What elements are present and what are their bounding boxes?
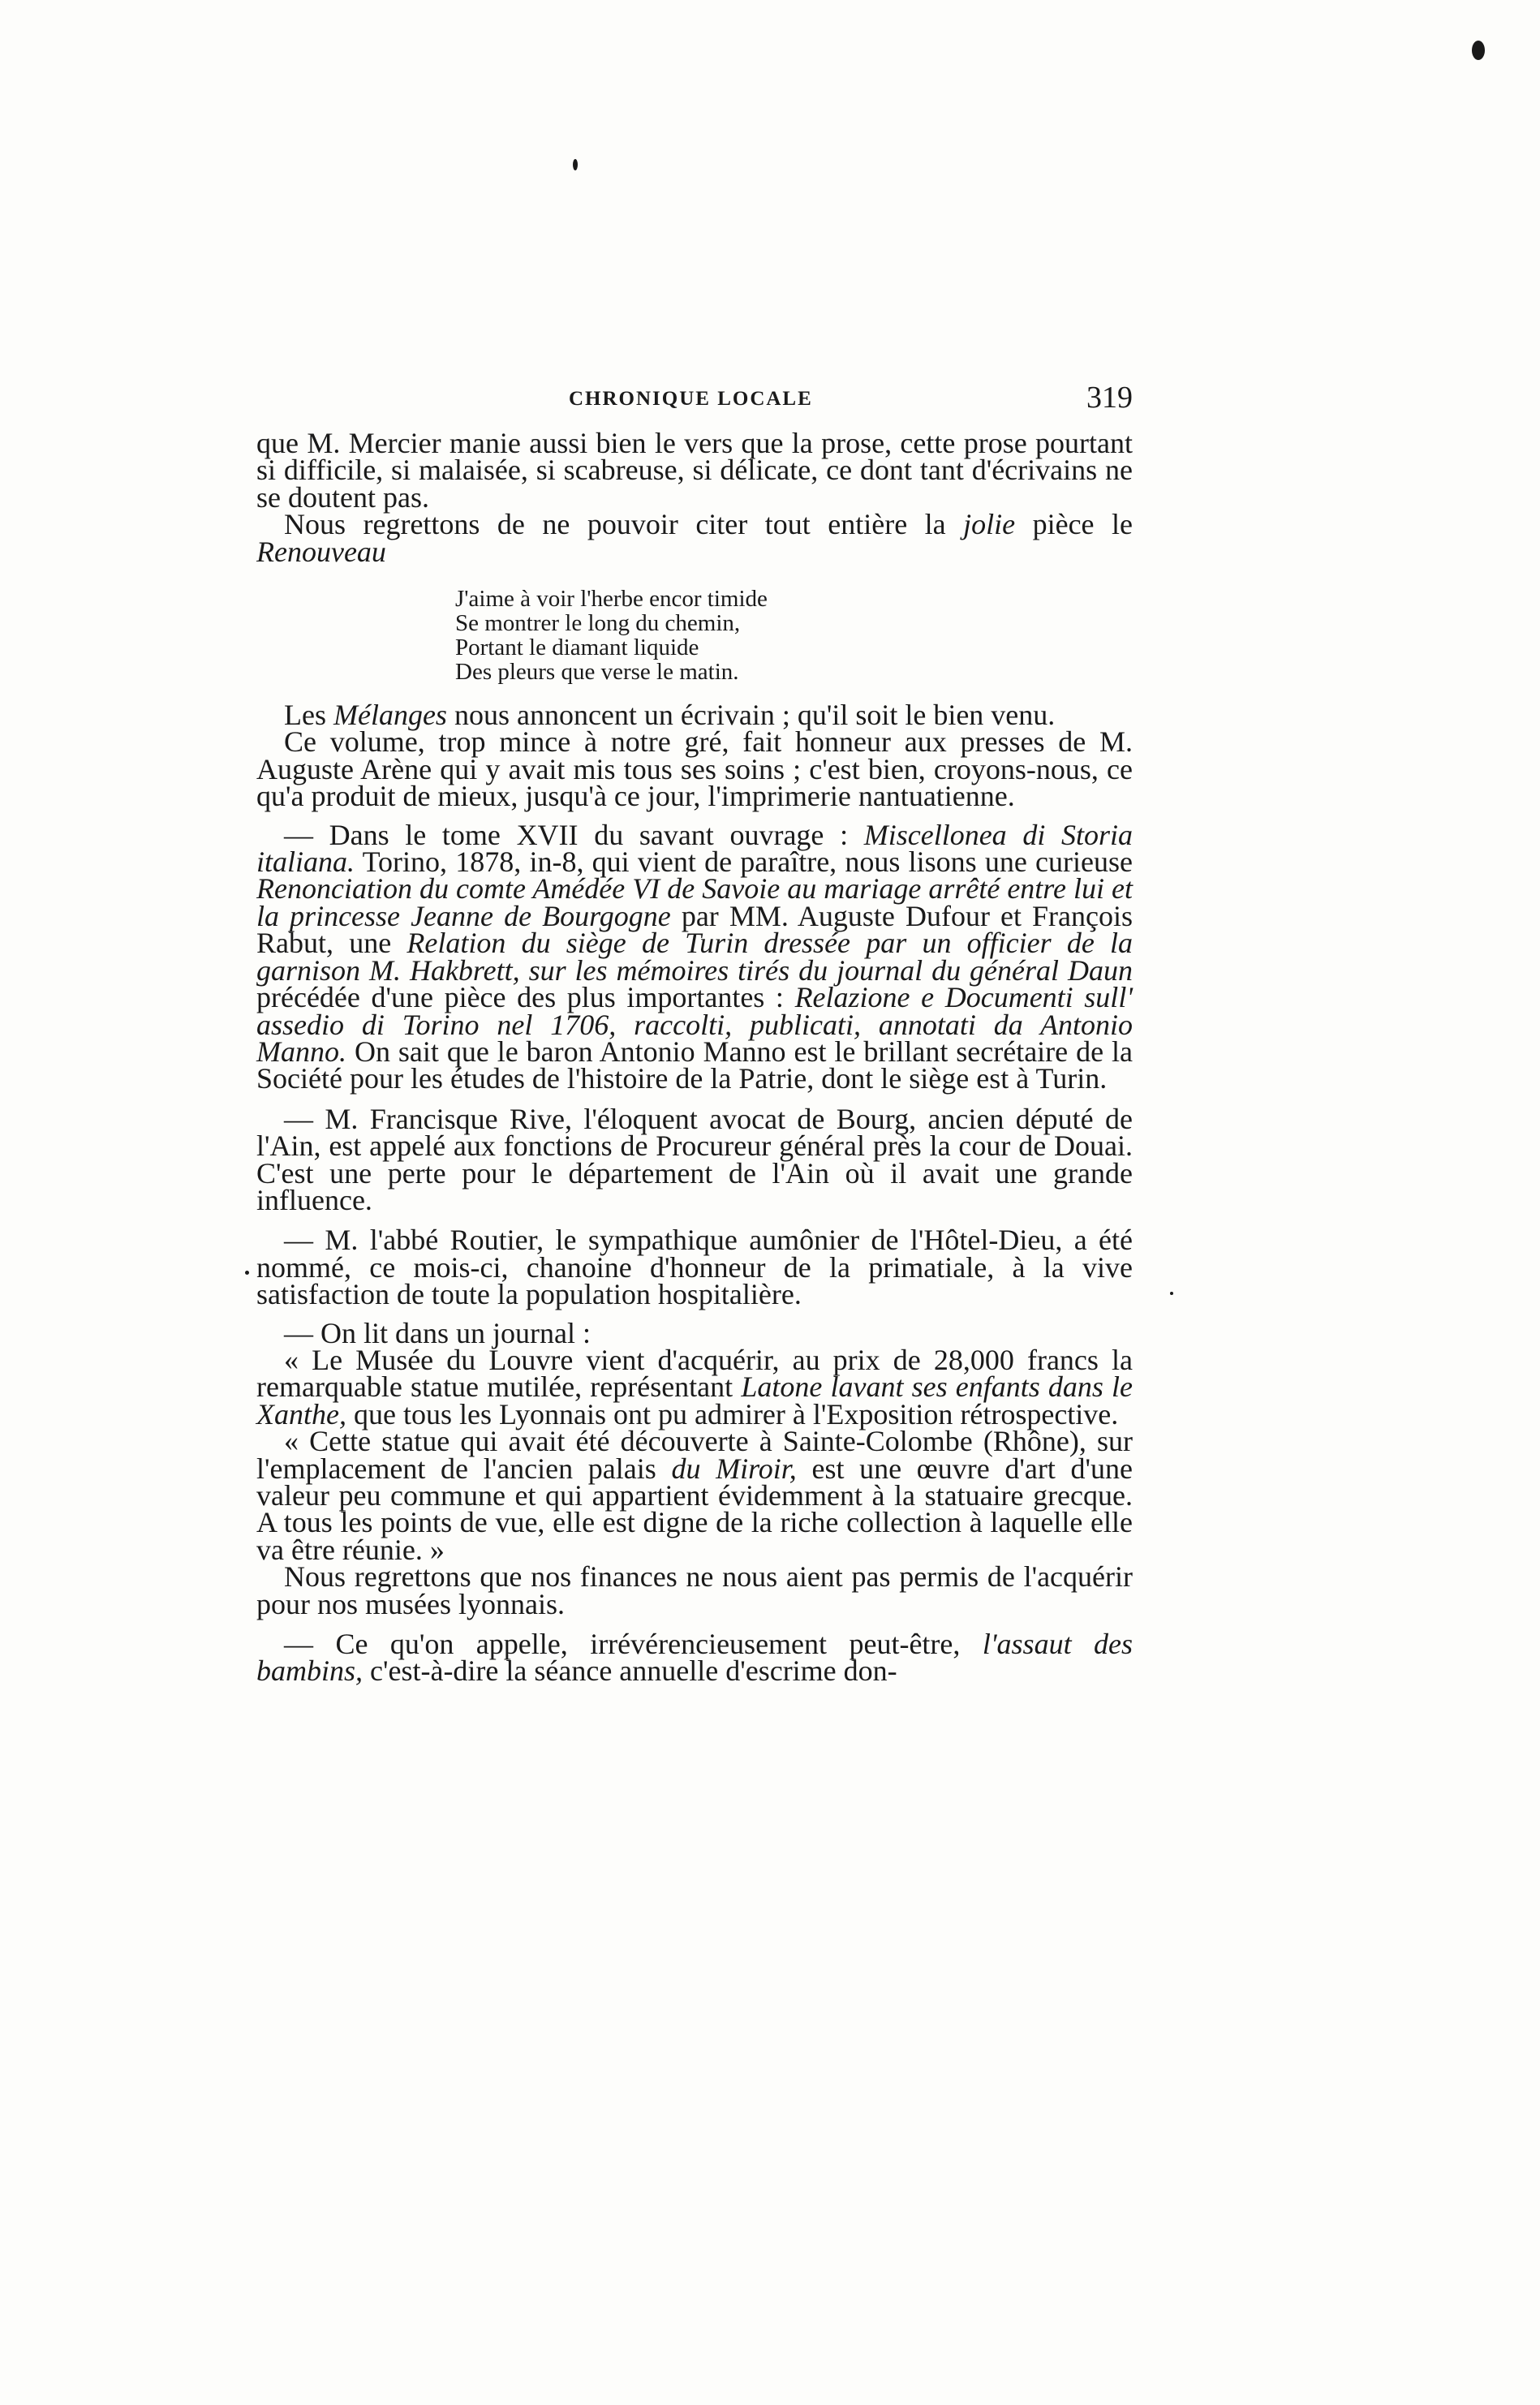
paragraph xyxy=(256,818,1133,1095)
poem xyxy=(455,587,1133,684)
text-span: précédée d'une pièce des plus importantes : xyxy=(256,981,784,1014)
paragraph: — On lit dans un journal : xyxy=(284,1316,591,1349)
text-span: nous annoncent un écrivain ; qu'il soit le bien venu. xyxy=(454,699,1056,732)
text-span: pièce le xyxy=(1032,508,1133,541)
italic-text: Relation du siège de Turin dressée par un officier de la garnison M. Hakbrett, sur les mémoires tirés du journal du général Daun xyxy=(256,927,1133,987)
text-span: — Dans le tome XVII du savant ouvrage : xyxy=(284,818,849,851)
paragraph: — M. Francisque Rive, l'éloquent avocat de Bourg, ancien député de l'Ain, est appelé aux fonctions de Procureur général près la cour de Douai. C'est une perte pour le département de l'Ain où il avait une grande influence. xyxy=(256,1102,1133,1216)
text-span: que tous les Lyonnais ont pu admirer à l'Exposition rétrospective. xyxy=(353,1397,1119,1431)
paragraph: que M. Mercier manie aussi bien le vers que la prose, cette prose pourtant si difficile, si malaisée, si scabreuse, si délicate, ce dont tant d'écrivains ne se doutent pas. xyxy=(256,427,1133,514)
italic-text: Miscellonea di Storia italiana. xyxy=(256,818,1133,879)
paragraph xyxy=(256,508,1133,568)
paragraph xyxy=(256,1628,1133,1688)
text-span: Les xyxy=(284,699,326,732)
poem-line: J'aime à voir l'herbe encor timide xyxy=(455,586,768,613)
italic-text: Renouveau xyxy=(256,535,386,568)
italic-text: l'assaut des bambins, xyxy=(256,1628,1133,1688)
page-body xyxy=(256,427,1133,1688)
ink-speck xyxy=(1472,41,1485,60)
text-span: On sait que le baron Antonio Manno est le brillant secrétaire de la Société pour les études de l'histoire de la Patrie, dont le siège est à Turin. xyxy=(256,1035,1133,1095)
text-span: par MM. Auguste Dufour et François Rabut, une xyxy=(256,899,1133,960)
paragraph xyxy=(256,1343,1133,1431)
text-span: Torino, 1878, in-8, qui vient de paraître, nous lisons une curieuse xyxy=(362,845,1133,879)
ink-speck xyxy=(245,1271,249,1275)
ink-speck xyxy=(573,159,578,170)
text-span: c'est-à-dire la séance annuelle d'escrime don- xyxy=(370,1654,897,1688)
text-span: « Cette statue qui avait été découverte à Sainte-Colombe (Rhône), sur l'emplacement de l'ancien palais xyxy=(256,1425,1133,1485)
italic-text: Relazione e Documenti sull' assedio di Torino nel 1706, raccolti, publicati, annotati da Antonio Manno. xyxy=(256,981,1133,1068)
paragraph: Ce volume, trop mince à notre gré, fait honneur aux presses de M. Auguste Arène qui y avait mis tous ses soins ; c'est bien, croyons-nous, ce qu'a produit de mieux, jusqu'à ce jour, l'imprimerie nantuatienne. xyxy=(256,725,1133,813)
poem-line: Des pleurs que verse le matin. xyxy=(455,659,739,686)
italic-text: jolie xyxy=(963,508,1016,541)
running-head: CHRONIQUE LOCALE xyxy=(569,388,813,410)
italic-text: Latone lavant ses enfants dans le Xanthe, xyxy=(256,1370,1133,1431)
text-span: est une œuvre d'art d'une valeur peu commune et qui appartient évidemment à la statuaire grecque. A tous les points de vue, elle est digne de la riche collection à laquelle elle va être réunie. » xyxy=(256,1452,1133,1566)
paragraph xyxy=(256,699,1133,732)
italic-text: Mélanges xyxy=(333,699,447,732)
paragraph: Nous regrettons que nos finances ne nous aient pas permis de l'acquérir pour nos musées lyonnais. xyxy=(256,1560,1133,1620)
page-number: 319 xyxy=(1086,381,1133,415)
text-span: Nous regrettons de ne pouvoir citer tout entière la xyxy=(284,508,946,541)
poem-line: Se montrer le long du chemin, xyxy=(455,610,741,637)
paragraph xyxy=(256,1425,1133,1566)
italic-text: Renonciation du comte Amédée VI de Savoie au mariage arrêté entre lui et la princesse Jeanne de Bourgogne xyxy=(256,872,1133,932)
poem-line: Portant le diamant liquide xyxy=(455,635,699,661)
ink-speck xyxy=(1170,1292,1173,1295)
page-header xyxy=(256,380,1133,420)
text-span: — Ce qu'on appelle, irrévérencieusement peut-être, xyxy=(284,1628,961,1661)
italic-text: du Miroir, xyxy=(671,1452,797,1485)
paragraph: — M. l'abbé Routier, le sympathique aumônier de l'Hôtel-Dieu, a été nommé, ce mois-ci, chanoine d'honneur de la primatiale, à la vive satisfaction de toute la population hospitalière. xyxy=(256,1224,1133,1311)
text-span: « Le Musée du Louvre vient d'acquérir, au prix de 28,000 francs la remarquable statue mutilée, représentant xyxy=(256,1343,1133,1404)
